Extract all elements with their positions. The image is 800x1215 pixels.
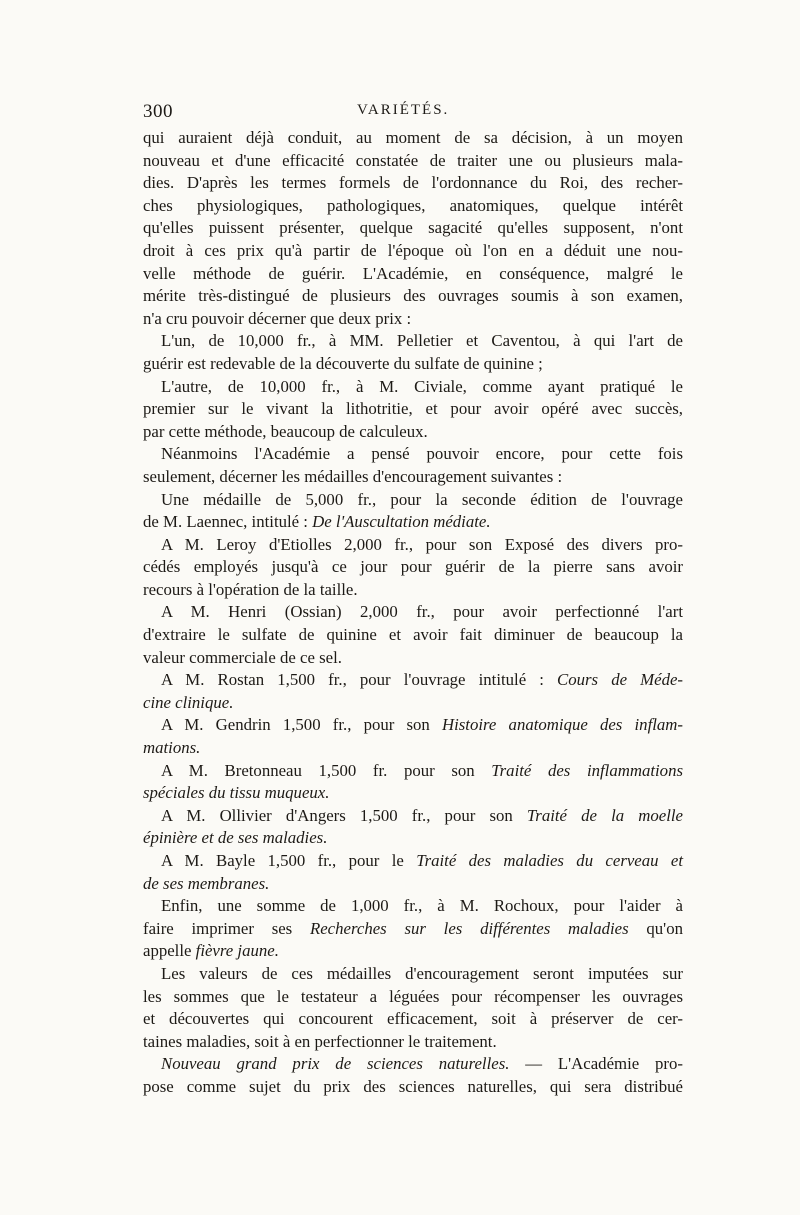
line-italic-text: Nouveau grand prix de sciences naturelles.	[161, 1054, 510, 1074]
text-line	[143, 827, 683, 850]
text-line: velle méthode de guérir. L'Académie, en conséquence, malgré le	[143, 263, 683, 283]
text-line: Enfin, une somme de 1,000 fr., à M. Rochoux, pour l'aider à	[161, 896, 683, 916]
line-italic-text: spéciales du tissu muqueux.	[143, 783, 330, 803]
running-head	[143, 101, 683, 127]
line-roman-text: — L'Académie pro-	[509, 1054, 683, 1074]
text-line	[143, 737, 683, 760]
text-line	[143, 850, 683, 873]
line-roman-text: appelle	[143, 941, 196, 961]
line-italic-text: fièvre jaune.	[195, 941, 279, 961]
text-line: Les valeurs de ces médailles d'encouragement seront imputées sur	[161, 963, 683, 983]
text-line: qui auraient déjà conduit, au moment de sa décision, à un moyen	[143, 128, 683, 147]
text-line: premier sur le vivant la lithotritie, et pour avoir opéré avec succès,	[143, 399, 683, 419]
text-line: nouveau et d'une efficacité constatée de traiter une ou plusieurs mala-	[143, 150, 683, 170]
line-italic-text: Histoire anatomique des inflam-	[442, 715, 683, 735]
text-line: Néanmoins l'Académie a pensé pouvoir encore, pour cette fois	[161, 444, 683, 464]
text-line	[143, 669, 683, 692]
line-italic-text: Traité des maladies du cerveau et	[416, 851, 684, 870]
text-line	[143, 692, 683, 715]
text-line: mérite très-distingué de plusieurs des ouvrages soumis à son examen,	[143, 286, 683, 306]
text-line	[143, 805, 683, 828]
line-italic-text: épinière et de ses maladies.	[143, 828, 328, 848]
text-line: et découvertes qui concourent efficacement, soit à préserver de cer-	[143, 1009, 683, 1029]
text-line: n'a cru pouvoir décerner que deux prix :	[143, 308, 412, 328]
text-line: cédés employés jusqu'à ce jour pour guérir de la pierre sans avoir	[143, 557, 683, 577]
text-line: taines maladies, soit à en perfectionner le traitement.	[143, 1031, 497, 1051]
text-line	[143, 918, 683, 941]
text-line: droit à ces prix qu'à partir de l'époque où l'on en a déduit une nou-	[143, 240, 683, 260]
text-line: guérir est redevable de la découverte du sulfate de quinine ;	[143, 353, 543, 373]
line-roman-text: qu'on	[628, 918, 683, 938]
line-italic-text: Traité de la moelle	[526, 805, 683, 825]
line-italic-text: de ses membranes.	[143, 873, 270, 893]
line-roman-text: faire imprimer ses	[143, 918, 310, 938]
text-line: Une médaille de 5,000 fr., pour la seconde édition de l'ouvrage	[161, 489, 683, 509]
text-line: par cette méthode, beaucoup de calculeux.	[143, 421, 428, 441]
body-text	[143, 127, 683, 1099]
text-line: L'un, de 10,000 fr., à MM. Pelletier et Caventou, à qui l'art de	[161, 331, 683, 351]
text-line	[143, 760, 683, 783]
text-line: les sommes que le testateur a léguées pour récompenser les ouvrages	[143, 986, 683, 1006]
line-roman-text: A M. Rostan 1,500 fr., pour l'ouvrage intitulé :	[161, 670, 558, 690]
text-line: A M. Leroy d'Etiolles 2,000 fr., pour son Exposé des divers pro-	[161, 534, 683, 554]
text-line: qu'elles puissent présenter, quelque sagacité qu'elles supposent, n'ont	[143, 218, 683, 238]
page-number: 300	[143, 101, 173, 122]
line-italic-text: Recherches sur les différentes maladies	[309, 918, 629, 938]
text-line: valeur commerciale de ce sel.	[143, 647, 342, 667]
line-roman-text: A M. Ollivier d'Angers 1,500 fr., pour son	[161, 805, 527, 825]
text-line: ches physiologiques, pathologiques, anatomiques, quelque intérêt	[143, 195, 683, 215]
line-italic-text: mations.	[143, 738, 201, 758]
text-line: A M. Henri (Ossian) 2,000 fr., pour avoir perfectionné l'art	[161, 602, 683, 622]
text-line: recours à l'opération de la taille.	[143, 579, 358, 599]
text-line: seulement, décerner les médailles d'encouragement suivantes :	[143, 466, 563, 486]
text-line	[143, 940, 683, 963]
line-italic-text: Traité des inflammations	[491, 760, 683, 780]
line-italic-text: De l'Auscultation médiate.	[312, 512, 491, 532]
line-roman-text: de M. Laennec, intitulé :	[143, 512, 313, 532]
line-roman-text: A M. Bretonneau 1,500 fr. pour son	[161, 760, 492, 780]
text-line	[143, 714, 683, 737]
text-line	[143, 511, 683, 534]
text-line	[143, 1053, 683, 1076]
line-roman-text: A M. Bayle 1,500 fr., pour le	[161, 851, 417, 870]
line-roman-text: A M. Gendrin 1,500 fr., pour son	[161, 715, 442, 735]
text-line: L'autre, de 10,000 fr., à M. Civiale, comme ayant pratiqué le	[161, 376, 683, 396]
text-line	[143, 782, 683, 805]
text-line: d'extraire le sulfate de quinine et avoir fait diminuer de beaucoup la	[143, 625, 683, 645]
line-italic-text: Cours de Méde-	[557, 670, 684, 690]
running-title: VARIÉTÉS.	[357, 102, 450, 118]
text-line: pose comme sujet du prix des sciences naturelles, qui sera distribué	[143, 1076, 683, 1096]
text-line	[143, 873, 683, 896]
line-italic-text: cine clinique.	[143, 692, 234, 712]
text-line: dies. D'après les termes formels de l'ordonnance du Roi, des recher-	[143, 173, 683, 193]
